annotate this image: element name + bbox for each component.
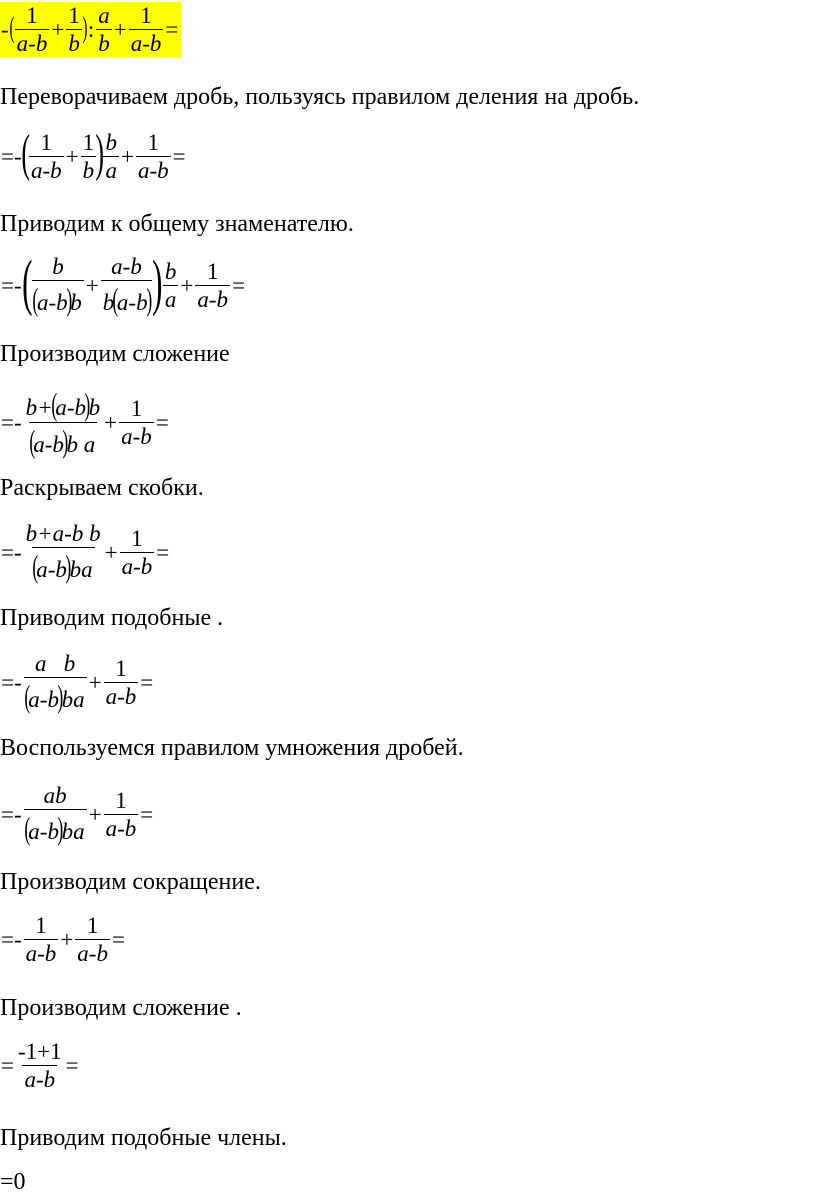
right-paren: ) (65, 548, 72, 584)
final-result: =0 (0, 1169, 26, 1195)
fraction (119, 397, 154, 448)
term: ba (61, 687, 85, 712)
fraction (24, 784, 87, 844)
denominator: a-b (25, 941, 57, 966)
numerator: b+a-b b (25, 521, 101, 546)
term: b+ (25, 395, 53, 420)
equals-minus: =- (1, 143, 22, 169)
fraction (32, 255, 83, 315)
term: ba (69, 557, 93, 582)
math-expression (0, 125, 187, 183)
numerator: ab (43, 783, 67, 808)
denominator (32, 547, 95, 582)
numerator: b (164, 258, 177, 284)
denominator: a-b (24, 1067, 56, 1092)
numerator: -1+1 (17, 1039, 62, 1064)
equals-sign: = (165, 17, 179, 42)
fraction (136, 131, 171, 182)
equals-sign: = (140, 801, 154, 827)
left-paren: ( (32, 281, 39, 317)
equals-minus: =- (1, 669, 22, 695)
math-expression (0, 522, 170, 582)
term: b a (66, 432, 96, 457)
equals-minus: =- (1, 272, 22, 298)
step-text-4: Раскрываем скобки. (0, 475, 204, 501)
left-paren: ( (112, 281, 119, 317)
step-text-5: Приводим подобные . (0, 605, 224, 631)
right-paren: ) (145, 281, 152, 317)
step-text-6: Воспользуемся правилом умножения дробей. (0, 735, 464, 761)
expression-5 (0, 652, 816, 712)
step-text-7: Производим сокращение. (0, 869, 261, 895)
term: a-b (116, 290, 148, 315)
fraction (129, 4, 164, 55)
left-paren: ( (28, 423, 35, 459)
plus-sign: + (88, 669, 102, 695)
plus-sign: + (120, 143, 134, 169)
step-text-8: Производим сложение . (0, 995, 242, 1021)
term: a-b (36, 290, 68, 315)
expression-6 (0, 784, 816, 844)
numerator: 1 (82, 129, 95, 155)
expression-1 (0, 125, 816, 183)
equals-sign: = (140, 669, 154, 695)
numerator: 1 (130, 396, 143, 421)
fraction (29, 131, 64, 182)
math-expression (0, 249, 246, 317)
fraction (75, 914, 110, 965)
numerator: b (52, 254, 64, 279)
denominator: a (164, 286, 177, 312)
denominator: b (68, 31, 80, 56)
numerator: 1 (131, 525, 143, 551)
denominator: a-b (30, 157, 62, 183)
fraction (66, 4, 82, 55)
fraction (96, 4, 112, 55)
plus-sign: + (88, 801, 102, 827)
step-text-3: Производим сложение (0, 341, 230, 367)
fraction (24, 914, 59, 965)
numerator (24, 388, 103, 422)
term: a-b (28, 687, 59, 712)
numerator: 1 (147, 129, 160, 155)
term: b (88, 395, 101, 420)
right-paren: ) (62, 423, 69, 459)
equals-sign: = (1, 1053, 14, 1078)
plus-sign: + (180, 272, 194, 298)
denominator (29, 422, 98, 457)
denominator (24, 677, 87, 712)
left-paren: ( (21, 249, 33, 317)
left-paren: ( (20, 125, 30, 182)
equals-sign: = (111, 927, 125, 952)
numerator: b (105, 129, 117, 155)
numerator: 1 (40, 129, 53, 155)
plus-sign: + (85, 272, 99, 298)
denominator: a-b (121, 553, 153, 579)
plus-sign: + (65, 143, 79, 169)
term: a-b (28, 819, 59, 844)
denominator: a-b (105, 683, 137, 709)
step-text-2: Приводим к общему знаменателю. (0, 211, 354, 237)
left-paren: ( (9, 10, 15, 44)
denominator: a (105, 157, 117, 183)
fraction (163, 260, 179, 311)
denominator: a-b (137, 157, 169, 183)
numerator: 1 (115, 787, 127, 813)
right-paren: ) (57, 810, 64, 846)
numerator: 1 (26, 3, 38, 28)
equals-sign: = (172, 143, 186, 169)
minus-sign: - (1, 17, 9, 42)
equals-minus: =- (1, 801, 22, 827)
left-paren: ( (32, 548, 38, 584)
equals-minus: =- (1, 410, 22, 435)
expression-4 (0, 522, 816, 582)
numerator: 1 (35, 913, 47, 938)
equals-sign: = (65, 1053, 79, 1078)
fraction (24, 652, 87, 712)
equals-sign: = (155, 410, 169, 435)
expression-0 (0, 2, 816, 57)
expression-3 (0, 388, 816, 457)
term: a-b (55, 395, 86, 420)
numerator: a-b (111, 254, 142, 279)
left-paren: ( (24, 810, 30, 846)
fraction (104, 657, 139, 708)
left-paren: ( (51, 386, 57, 422)
right-paren: ) (57, 678, 64, 714)
right-paren: ) (82, 10, 88, 44)
denominator: a-b (16, 31, 48, 56)
fraction (101, 255, 152, 315)
denominator (32, 280, 83, 315)
denominator: a-b (105, 815, 137, 841)
plus-sign: + (51, 17, 65, 42)
math-expression (0, 1040, 80, 1091)
fraction (24, 388, 103, 457)
numerator: a b (35, 651, 76, 676)
term: a-b (33, 432, 64, 457)
math-expression (0, 914, 126, 965)
denominator: a-b (121, 424, 152, 449)
fraction (16, 1040, 64, 1091)
fraction (120, 527, 155, 578)
numerator: a (98, 3, 110, 28)
equals-sign: = (156, 539, 170, 565)
division-sign: : (87, 17, 95, 42)
term: a-b (36, 557, 67, 582)
right-paren: ) (84, 386, 91, 422)
denominator: b (98, 31, 110, 56)
math-expression (0, 388, 170, 457)
highlighted-expression (0, 2, 181, 57)
equals-minus: =- (1, 927, 22, 952)
right-paren: ) (152, 249, 163, 317)
numerator: 1 (86, 913, 99, 938)
fraction (81, 131, 97, 182)
plus-sign: + (104, 410, 118, 435)
fraction (24, 522, 103, 582)
numerator: 1 (68, 3, 80, 28)
math-expression (0, 784, 154, 844)
equals-sign: = (232, 272, 246, 298)
plus-sign: + (113, 17, 127, 42)
numerator: 1 (115, 655, 127, 681)
math-expression (0, 652, 154, 712)
denominator (24, 809, 87, 844)
denominator: a-b (77, 941, 108, 966)
numerator: 1 (140, 3, 152, 28)
plus-sign: + (104, 539, 118, 565)
fraction (15, 4, 50, 55)
numerator: 1 (206, 258, 219, 284)
right-paren: ) (66, 281, 72, 317)
denominator: b (82, 157, 95, 183)
fraction (103, 131, 119, 182)
fraction (195, 260, 230, 311)
equals-minus: =- (1, 539, 22, 565)
step-text-1: Переворачиваем дробь, пользуясь правилом деления на дробь. (0, 84, 640, 110)
fraction (104, 789, 139, 840)
term: b (102, 290, 115, 315)
step-text-9: Приводим подобные члены. (0, 1125, 287, 1151)
denominator: a-b (197, 286, 229, 312)
expression-7 (0, 914, 816, 965)
denominator (101, 280, 152, 315)
left-paren: ( (24, 678, 30, 714)
expression-2 (0, 249, 816, 317)
term: ba (61, 819, 85, 844)
expression-8 (0, 1040, 816, 1091)
term: b (70, 290, 82, 315)
right-paren: ) (95, 125, 105, 182)
plus-sign: + (60, 927, 74, 952)
denominator: a-b (130, 31, 162, 56)
